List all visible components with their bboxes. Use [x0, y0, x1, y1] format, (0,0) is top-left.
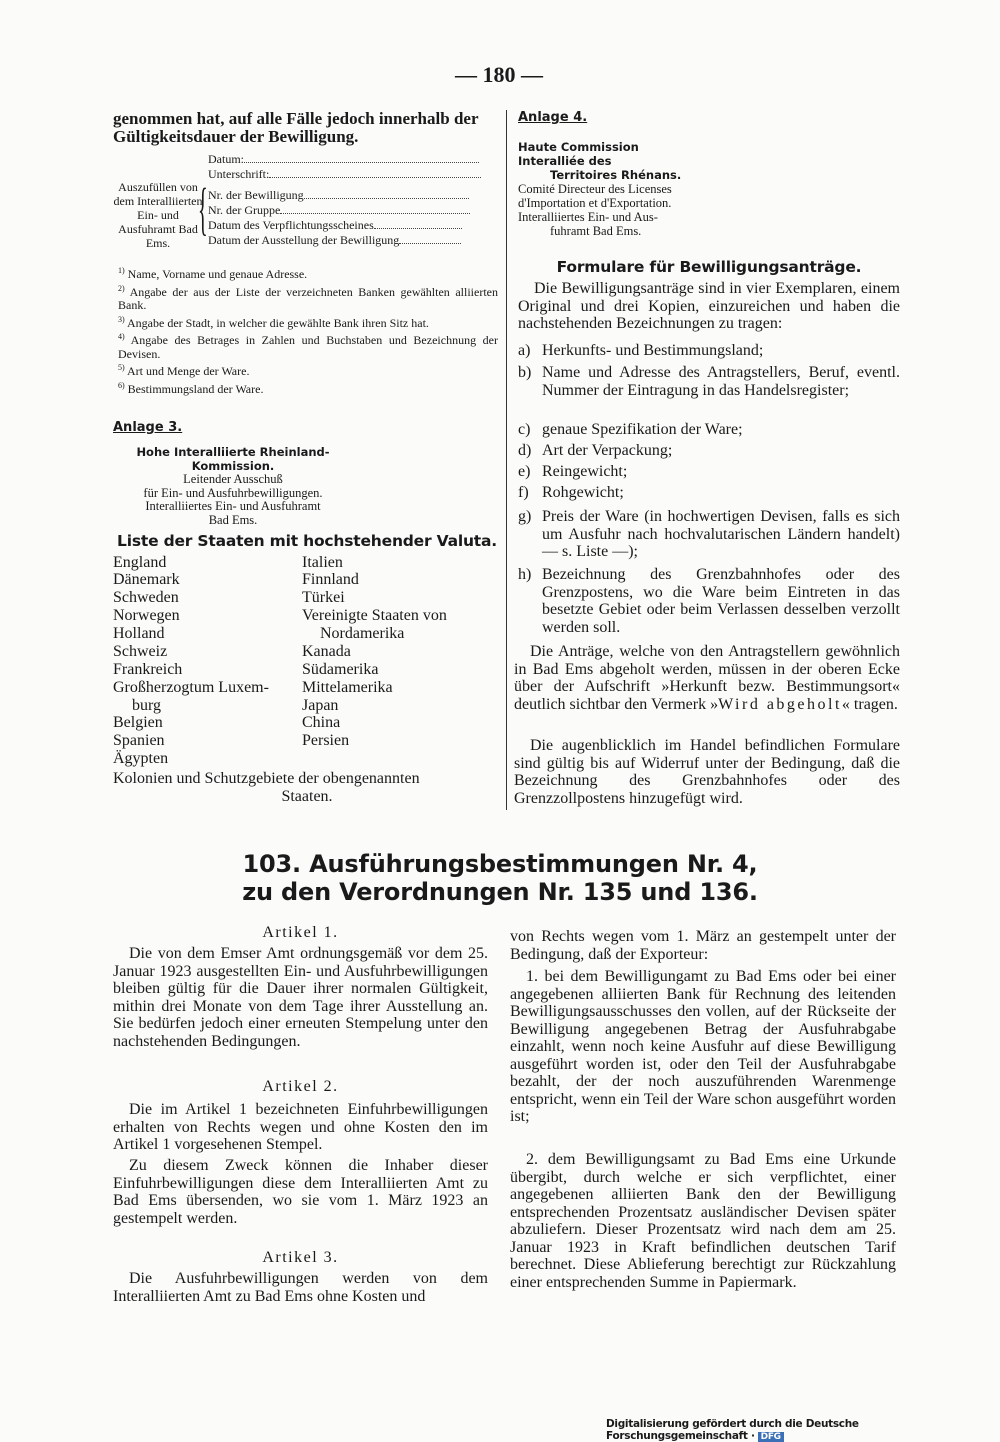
artikel-1-title: Artikel 1.: [262, 924, 339, 941]
state-item: Japan: [302, 697, 339, 714]
section-103-title: [100, 850, 900, 906]
state-item: Schweiz: [113, 643, 168, 660]
footnote: $^{3)}$ Angabe der Stadt, in welcher die gewählte Bank ihren Sitz hat.: [118, 314, 429, 330]
state-item: Dänemark: [113, 571, 180, 588]
state-item: Finnland: [302, 571, 359, 588]
list-item: a) Herkunfts- und Bestimmungsland;: [518, 342, 764, 359]
right-paragraph-2: 1. bei dem Bewilligungamt zu Bad Ems oder bei einer angegebenen alliierten Bank für Rechnung des leitenden Bewilligungsausschusses den vollen, auf der Rückseite der Bewilligung angegebenen Betrag der Ausfuhrabgabe einzahlt, wenn noch keine Ausfuhr auf diese Bewilligung ausgeführt worden ist, oder den Teil der Ausfuhrabgabe bezahlt, der der noch auszuführenden Warenmenge entspricht, wenn ein Teil der Ware schon ausgeführt worden ist;: [510, 968, 896, 1125]
state-item: burg: [132, 697, 162, 714]
state-item: England: [113, 554, 167, 571]
formulare-intro: Die Bewilligungsanträge sind in vier Exemplaren, einem Original und drei Kopien, einzureichen und haben die nachstehenden Bezeichnungen zu tragen:: [518, 280, 900, 332]
state-item: Spanien: [113, 732, 165, 749]
artikel-1-text: Die von dem Emser Amt ordnungsgemäß vor dem 25. Januar 1923 ausgestellten Ein- und Ausfuhrbewilligungen bleiben gültig für die Dauer ihrer normalen Gültigkeit, mithin drei Monate von dem Tage ihrer Ausstellung an. Sie bedürfen jedoch einer erneuten Stempelung unter den nachstehenden Bedingungen.: [113, 945, 488, 1050]
datum-field: [208, 152, 479, 166]
state-item: Südamerika: [302, 661, 379, 678]
state-item: Vereinigte Staaten von: [302, 607, 447, 624]
kolonien-text: Staaten.: [281, 787, 333, 805]
state-item: Holland: [113, 625, 165, 642]
right-paragraph-3: 2. dem Bewilligungsamt zu Bad Ems eine Urkunde übergibt, durch welche er sich verpflichtet, einer angegebenen alliierten Bank den der Bewilligung entsprechenden Prozentsatz ausländischer Devisen später abzuliefern. Dieser Prozentsatz wird nach dem am 25. Januar 1923 in Kraft befindlichen deutschen Tarif berechnet. Diese Ablieferung berechtigt zur Rückzahlung einer entsprechenden Summe in Papiermark.: [510, 1151, 896, 1291]
column-divider: [506, 110, 507, 810]
footer-text: Digitalisierung gefördert durch die Deutsche Forschungsgemeinschaft ·: [606, 1418, 859, 1442]
header-line: Interalliiertes Ein- und Ausfuhramt: [145, 499, 321, 513]
header-line: Leitender Ausschuß: [183, 472, 283, 486]
footnote: $^{4)}$ Angabe des Betrages in Zahlen und Buchstaben und Bezeichnung der Devisen.: [118, 332, 498, 361]
liste-title: Liste der Staaten mit hochstehender Valuta.: [117, 532, 497, 550]
header-line: für Ein- und Ausfuhrbewilligungen.: [143, 485, 323, 500]
formulare-paragraph: Die augenblicklich im Handel befindlichen Formulare sind gültig bis auf Widerruf unter der Bedingung, daß die Bezeichnung des Grenzbahnhofes oder des Grenzzollpostens hinzugefügt wird.: [514, 737, 900, 807]
list-item: d) Art der Verpackung;: [518, 442, 673, 459]
state-item: Persien: [302, 732, 350, 749]
form-field-label: Nr. der Gruppe: [208, 203, 281, 217]
state-item: Türkei: [302, 589, 345, 606]
unterschrift-field: [208, 167, 481, 181]
header-line: fuhramt Bad Ems.: [550, 224, 642, 238]
artikel-2-text-2: Zu diesem Zweck können die Inhaber dieser Einfuhrbewilligungen diese dem Interalliierten Amt zu Bad Ems übersenden, wo sie vom 1. März 1923 an gestempelt werden.: [113, 1157, 488, 1227]
state-item: Kanada: [302, 643, 351, 660]
state-item: Ägypten: [113, 750, 169, 767]
kolonien-text: Kolonien und Schutzgebiete der obengenannten: [113, 770, 420, 787]
form-field-label: Datum des Verpflichtungsscheines: [208, 218, 374, 232]
artikel-2-text: Die im Artikel 1 bezeichneten Einfuhrbewilligungen erhalten von Rechts wegen und ohne Kosten den im Artikel 1 vorgesehenen Stempel.: [113, 1101, 488, 1153]
form-field-1: [208, 188, 469, 202]
state-item: Großherzogtum Luxem-: [113, 679, 269, 696]
unterschrift-label: Unterschrift:: [208, 167, 270, 181]
anlage-3-label: Anlage 3.: [113, 420, 183, 435]
header-line: d'Importation et d'Exportation.: [518, 196, 672, 210]
form-field-label: Nr. der Bewilligung: [208, 188, 304, 202]
list-item: e) Reingewicht;: [518, 463, 628, 480]
section-title-line: 103. Ausführungsbestimmungen Nr. 4,: [242, 850, 758, 878]
antraege-paragraph: Die Anträge, welche von den Antragstellern gewöhnlich in Bad Ems abgeholt werden, müssen in der oberen Ecke über der Aufschrift »Herkunft bezw. Bestimmungsort« deutlich sichtbar den Vermerk »Wird abgeholt« tragen.: [514, 643, 900, 713]
artikel-3-title: Artikel 3.: [262, 1249, 339, 1266]
form-field-3: [208, 218, 462, 232]
brace-glyph: {: [198, 176, 208, 241]
header-line: Hohe Interalliierte Rheinland-Kommission.: [136, 445, 330, 473]
list-item: h) Bezeichnung des Grenzbahnhofes oder des Grenzpostens, wo die Ware beim Eintreten in das besetzte Gebiet oder beim Verlassen desselben verzollt werden soll.: [518, 566, 900, 636]
formulare-title: Formulare für Bewilligungsanträge.: [556, 258, 862, 276]
header-line: Comité Directeur des Licenses: [518, 182, 672, 196]
footnote: $^{2)}$ Angabe der aus der Liste der verzeichneten Banken gewählten alliierten Bank.: [118, 283, 498, 312]
anlage-4-header: [518, 140, 708, 238]
anlage-3-header: [113, 446, 353, 527]
footer-credit: [606, 1418, 1000, 1442]
anlage-4-label: Anlage 4.: [518, 110, 588, 125]
form-field-4: [208, 233, 461, 247]
section-title-line: zu den Verordnungen Nr. 135 und 136.: [242, 878, 758, 906]
state-item: Nordamerika: [320, 625, 405, 642]
datum-label: Datum:: [208, 152, 244, 166]
header-line: Territoires Rhénans.: [550, 168, 682, 182]
kolonien-line: [113, 770, 501, 805]
header-line: Haute Commission Interalliée des: [518, 140, 639, 168]
state-item: China: [302, 714, 341, 731]
footnotes: [118, 264, 498, 396]
dfg-logo: DFG: [758, 1432, 784, 1442]
form-field-2: [208, 203, 470, 217]
footnote: $^{5)}$ Art und Menge der Ware.: [118, 363, 250, 378]
state-item: Frankreich: [113, 661, 183, 678]
header-line: Bad Ems.: [208, 512, 258, 527]
list-item: c) genaue Spezifikation der Ware;: [518, 421, 743, 438]
footnote: $^{1)}$ Name, Vorname und genaue Adresse.: [118, 266, 308, 281]
page-number: — 180 —: [455, 62, 543, 87]
state-item: Mittelamerika: [302, 679, 393, 696]
auszufuellen-label: Auszufüllen von dem Interalliierten Ein- und Ausfuhramt Bad Ems.: [113, 180, 203, 250]
intro-paragraph: genommen hat, auf alle Fälle jedoch innerhalb der Gültigkeitsdauer der Bewilligung.: [113, 109, 479, 146]
list-item: f) Rohgewicht;: [518, 484, 624, 501]
state-item: Italien: [302, 554, 343, 571]
list-item: b) Name und Adresse des Antragstellers, Beruf, eventl. Nummer der Eintragung in das Handelsregister;: [518, 364, 900, 399]
artikel-3-text: Die Ausfuhrbewilligungen werden von dem Interalliierten Amt zu Bad Ems ohne Kosten und: [113, 1270, 488, 1305]
header-line: Interalliiertes Ein- und Aus-: [518, 210, 658, 224]
form-field-label: Datum der Ausstellung der Bewilligung: [208, 233, 400, 247]
state-item: Norwegen: [113, 607, 180, 624]
state-item: Belgien: [113, 714, 163, 731]
state-item: Schweden: [113, 589, 179, 606]
right-paragraph-1: von Rechts wegen vom 1. März an gestempelt unter der Bedingung, daß der Exporteur:: [510, 928, 896, 963]
footnote: $^{6)}$ Bestimmungsland der Ware.: [118, 380, 264, 396]
artikel-2-title: Artikel 2.: [262, 1078, 339, 1095]
list-item: g) Preis der Ware (in hochwertigen Devisen, falls es sich um Ausfuhr nach hochvalutarischen Ländern handelt) — s. Liste —);: [518, 508, 900, 560]
